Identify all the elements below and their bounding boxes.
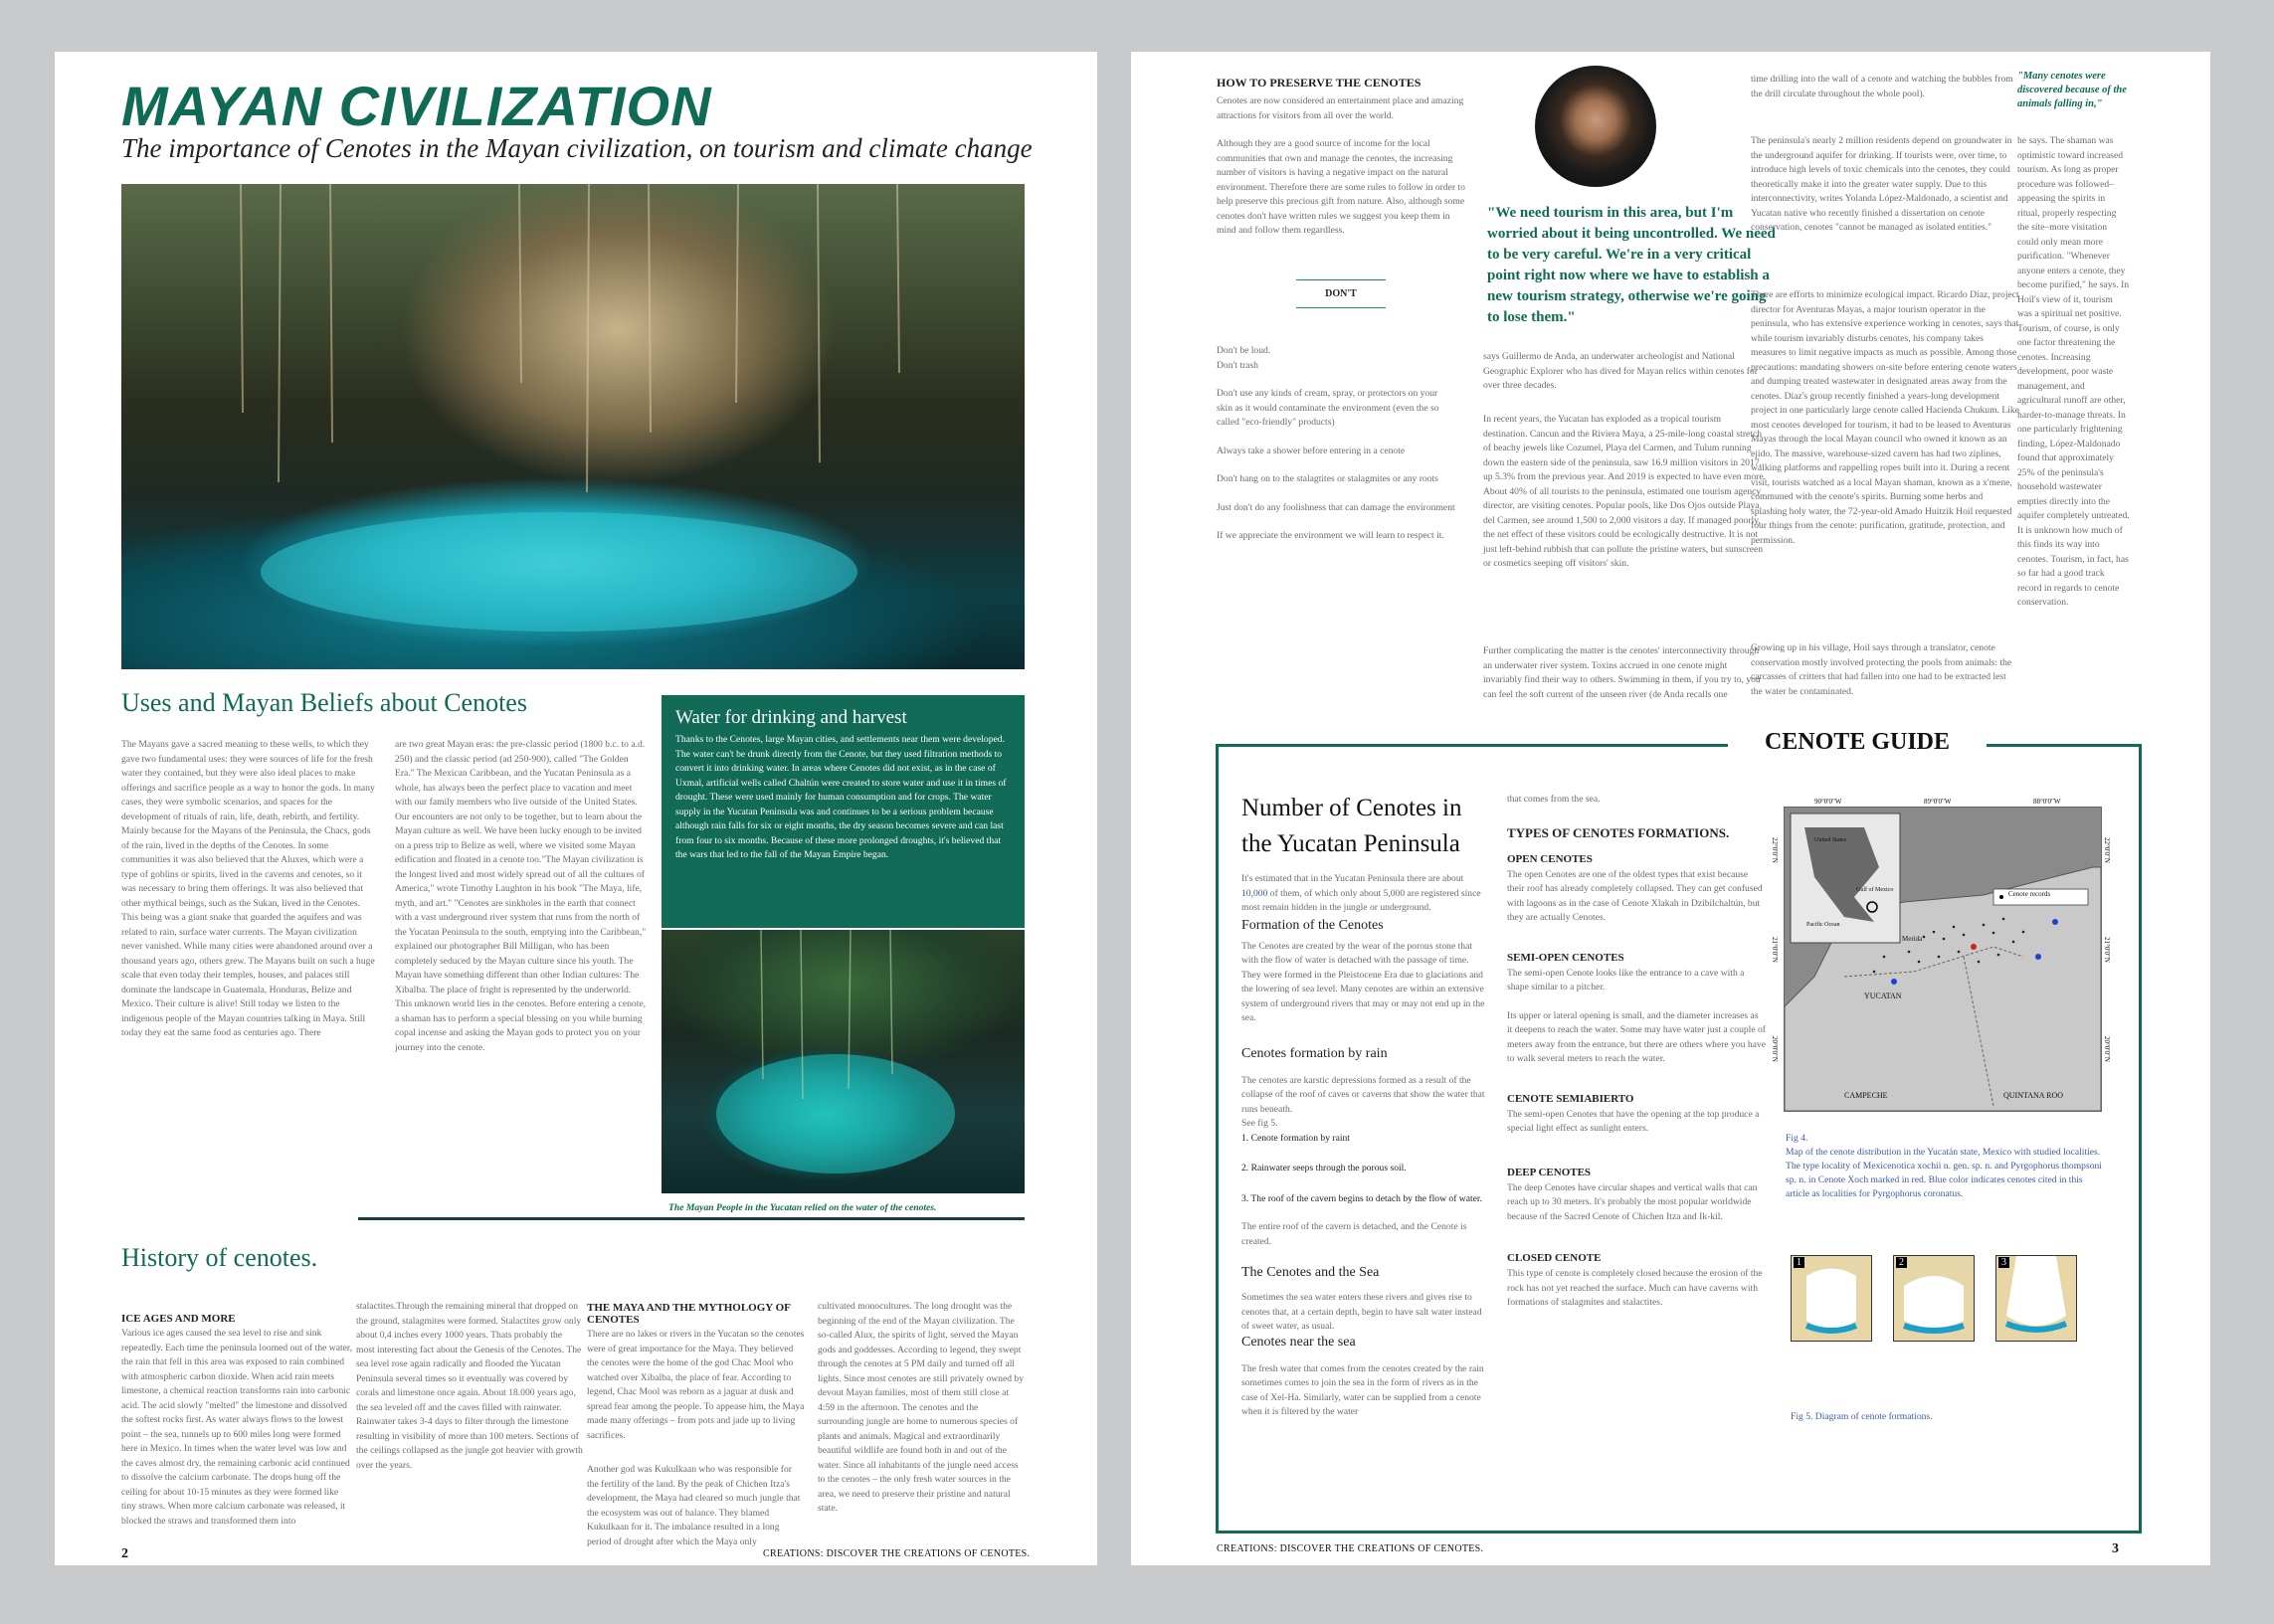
diagram-step-number: 3 <box>1998 1257 2009 1268</box>
dont-list <box>1217 344 1455 552</box>
number-heading: Number of Cenotes in the Yucatan Peninsula <box>1241 795 1462 857</box>
fig4-caption: Fig 4. Map of the cenote distribution in the Yucatán state, Mexico with studied localities. The type locality of Mexicenotica xochii n. gen. sp. n. and Pyrgophorus thompsoni sp. n. in Cenote Xoch marked in red. Blue color indicates cenotes cited in this article as localities for Pyrgophorus coronatus. <box>1786 1133 2102 1199</box>
semiopen-body-2: Its upper or lateral opening is small, and the diameter increases as it deepens to reach the water. Some may have water just a couple of meters away from the entrance, but there are others where you have to walk several meters to reach the water. <box>1507 1009 1767 1064</box>
preserve-heading: HOW TO PRESERVE THE CENOTES <box>1217 76 1421 90</box>
preserve-intro: Cenotes are now considered an entertainment place and amazing attractions for visitors from all over the world. <box>1217 95 1464 121</box>
map-inset-label: United States <box>1814 837 1847 843</box>
map-inset-label: Pacific Ocean <box>1806 922 1840 928</box>
tourism-paragraph: In recent years, the Yucatan has exploded as a tropical tourism destination. Cancun and the Riviera Maya, a 25-mile-long coastal stretch of beachy jewels like Cozumel, Playa del Carmen, and Tulum running down the eastern side of the peninsula, saw 16.9 million visitors in 2017, up 5.3% from the previous year. And 2019 is expected to have even more. About 40% of all tourists to the peninsula, estimated one tourism agency director, are visiting cenotes. Popular pools, like Dos Ojos outside Playa del Carmen, see around 1,500 to 2,000 visitors a day. If managed poorly, the net effect of these visitors could be ecologically destructive. It is not just left-behind rubbish that can pollute the pristine waters, but sunscreen or cosmetics seeping off visitors' skin. <box>1483 414 1767 569</box>
diagram-cave-icon <box>1894 1256 1974 1341</box>
dont-item: Always take a shower before entering in a cenote <box>1217 445 1406 456</box>
map-top-tick: 89°0'0"W <box>1924 798 1952 806</box>
diagram-step-number: 1 <box>1794 1257 1804 1268</box>
uses-column-2: are two great Mayan eras: the pre-classic period (1800 b.c. to a.d. 250) and the classic period (ad 250-900), called "The Golden Era." The Mexican Caribbean, and the Yucatan Peninsula as a whole, has always been the perfect place to vacation and meet with our family members who live outside of the United States. Our encounters are not only to be together, but to learn about the Mayan culture as well. We have been lucky enough to be invited on a press trip to Belize as well, where we visited some Mayan edification and floated in a cenote too."The Mayan civilization is the longest lived and most widely spread out of all the cultures of America," wrote Timothy Laughton in his book "The Maya, life, myth, and art." "Cenotes are sinkholes in the earth that connect with a vast underground river system that runs from the north of the Yucatan Peninsula to the south, emptying into the Caribbean," explained our photographer Bill Milligan, who has been completely seduced by the Mayan culture since his youth. The Mayan have something different than other Indian cultures: The Xibalba. The place of fright is represented by the underworld. This unknown world lies in the cenotes. Before entering a cenote, a shaman has to perform a special blessing on you while burning copal incense and asking the Mayan gods to protect you on your journey into the cenote. <box>395 739 647 1053</box>
near-sea-body: The fresh water that comes from the cenotes created by the rain sometimes comes to join the sea in the form of rivers as in the case of Xel-Ha. Similarly, water can be supplied from a cenote when it is filtered by the water <box>1241 1362 1484 1417</box>
pull-quote-animals: "Many cenotes were discovered because of the animals falling in," <box>2017 71 2127 109</box>
page-number-right: 3 <box>2112 1541 2119 1556</box>
ice-ages-body: Various ice ages caused the sea level to rise and sink repeatedly. Each time the peninsula loomed out of the water, the rain that fell in this area was exposed to rain combined with atmospheric carbon dioxide. When acid rain meets limestone, a chemical reaction transforms rain into carbonic acid. The acid slowly "melted" the limestone and dissolved the softest rocks first. As water always flows to the lowest point – the sea, tunnels up to 600 miles long were formed here in Mexico. In times when the water level was low and the caves almost dry, the remaining carbonic acid continued to dissolve the calcium carbonate. The drops hung off the ceiling for about 10-15 minutes as they were formed like tiny straws. When more calcium carbonate was released, it blocked the straws and transformed them into <box>121 1328 353 1527</box>
map-top-tick: 88°0'0"W <box>2033 798 2061 806</box>
cenote-formation-diagram <box>1791 1255 2089 1354</box>
dont-item: Don't hang on to the stalagtites or stalagmites or any roots <box>1217 473 1438 484</box>
well-illustration-icon <box>662 930 1025 1193</box>
map-label-merida: Merida <box>1902 935 1923 943</box>
map-left-tick: 22°0'0"N <box>1771 837 1779 863</box>
cenote-count-highlight: 10,000 <box>1241 887 1268 899</box>
map-right-tick: 20°0'0"N <box>2103 1036 2111 1062</box>
rain-heading: Cenotes formation by rain <box>1241 1045 1388 1061</box>
page-number-left: 2 <box>121 1546 128 1561</box>
yucatan-map-icon <box>1785 808 2101 1111</box>
water-heading: Water for drinking and harvest <box>675 707 907 728</box>
diagram-step-number: 2 <box>1896 1257 1907 1268</box>
semiabierto-heading: CENOTE SEMIABIERTO <box>1507 1092 1634 1105</box>
history-heading: History of cenotes. <box>121 1243 318 1272</box>
diagram-cave-icon <box>1792 1256 1871 1341</box>
types-top: that comes from the sea. <box>1507 794 1601 805</box>
number-body: It's estimated that in the Yucatan Peninsula there are about 10,000 of them, of which only about 5,000 are registered since most remain hidden in the jungle or underground. <box>1241 873 1481 913</box>
uses-heading: Uses and Mayan Beliefs about Cenotes <box>121 688 527 717</box>
diagram-step-2 <box>1893 1255 1975 1342</box>
open-body: The open Cenotes are one of the oldest types that exist because their roof has already completely collapsed. They can get confused with lagoons as in the case of Cenote Xlakah in Dzibilchaltún, but they are actually Cenotes. <box>1507 868 1763 923</box>
formation-heading: Formation of the Cenotes <box>1241 917 1384 933</box>
map-top-tick: 90°0'0"W <box>1814 798 1842 806</box>
near-sea-heading: Cenotes near the sea <box>1241 1334 1356 1350</box>
map-right-tick: 22°0'0"N <box>2103 837 2111 863</box>
diagram-step-3 <box>1995 1255 2077 1342</box>
map-right-tick: 21°0'0"N <box>2103 937 2111 963</box>
rain-steps <box>1241 1132 1490 1207</box>
diagram-cave-icon <box>1996 1256 2076 1341</box>
uses-column-1: The Mayans gave a sacred meaning to these wells, to which they gave two fundamental uses: they were sources of life for the fresh water they contained, but they were also ideal places to make offerings and sacrifice people as a way to honor the gods. In many cases, they were symbolic scenarios, and spaces for the development of rituals of rain, life, death, rebirth, and fertility. Mainly because for the Mayans of the Peninsula, the Chacs, gods of the rain, lived in the depths of the Cenotes. In some communities it was also believed that the Aluxes, which were a type of goblins or spirits, lived in the caverns and cenotes, so it was necessary to bring them offerings. It was also believed that other mythical beings, such as the Sukan, lived in the Cenotes. This being was a giant snake that guarded the aquifers and was related to rain, surface water currents. The Mayan civilization never vanished. While many cities were abandoned around over a thousand years ago, others grew. The Mayans built on such a huge scale that even today their temples, houses, and palaces still dominate the landscape in Guatemala, Honduras, Belize and Mexico. Their culture is alive! Still today we listen to the indigenous people of the Mayan countries talking in Maya. Still today they eat the same food as centuries ago. There <box>121 739 375 1038</box>
rain-body: The cenotes are karstic depressions formed as a result of the collapse of the roof of caves or caverns that show the water that runs beneath. See fig 5. <box>1241 1074 1485 1129</box>
cenote-distribution-map <box>1771 798 2111 1112</box>
map-left-tick: 21°0'0"N <box>1771 937 1779 963</box>
footer-left: CREATIONS: DISCOVER THE CREATIONS OF CENOTES. <box>763 1548 1031 1559</box>
rain-step: 3. The roof of the cavern begins to detach by the flow of water. <box>1241 1192 1482 1204</box>
left-page <box>55 52 1097 1565</box>
guillermo-photo-avatar <box>1535 66 1656 187</box>
col3-para-3: There are efforts to minimize ecological impact. Ricardo Díaz, project director for Aventuras Mayas, a major tourism operator in the peninsula, who has extensive experience working in cenotes, says that while tourism invariably disturbs cenotes, his company takes measures to limit negative impacts as much as possible. Among those precautions: mandating showers on-site before entering cenote waters and dumping treated wastewater in designated areas away from the cenotes. Díaz's group recently finished a years-long development project in one particularly large cenote called Hacienda Chukum. Like most cenotes developed for tourism, it had to be leased to Aventuras Mayas through the local Mayan council who owned it known as an ejido. The massive, warehouse-sized cavern has had two ziplines, walking platforms and rappelling ropes built into it. During a recent visit, tourists watched as a local Mayan shaman, known as a x'mene, communed with the cenote's spirits. Burning some herbs and splashing holy water, the 72-year-old Amado Huitzik Hoil requested four things from the cenote: purification, gratitude, protection, and permission. <box>1751 289 2019 546</box>
myth-heading: THE MAYA AND THE MYTHOLOGY OF CENOTES <box>587 1302 791 1326</box>
col3-para-1: time drilling into the wall of a cenote and watching the bubbles from the drill circulate throughout the whole pool). <box>1751 74 2013 99</box>
map-legend: Cenote records <box>2008 890 2051 898</box>
map-left-tick: 20°0'0"N <box>1771 1036 1779 1062</box>
myth-body: There are no lakes or rivers in the Yucatan so the cenotes were of great importance for the Maya. They believed the cenotes were the home of the god Chac Mool who watched over Xibalba, the place of fear. According to legend, Chac Mool was reborn as a jaguar at dusk and spread fear among the people. To appease him, the Maya made many offerings – from pots and jade up to living sacrifices. <box>587 1329 805 1441</box>
col4-body: he says. The shaman was optimistic toward increased tourism. As long as proper procedure was followed–appeasing the spirits in ritual, properly respecting the site–more visitation could only mean more purification. "Whenever anyone enters a cenote, they become purified," he says. In Hoil's view of it, tourism was a spiritual net positive. Tourism, of course, is only one factor threatening the cenotes. Increasing development, poor waste management, and agricultural runoff are other, harder-to-manage threats. In one particularly frightening finding, López-Maldonado found that approximately 25% of the peninsula's household wastewater empties directly into the aquifer completely untreated. It is unknown how much of this finds its way into cenotes. Tourism, in fact, has so far had a good track record in regards to cenote conservation. <box>2017 135 2130 608</box>
dont-label: DON'T <box>1296 279 1386 308</box>
interconnect-paragraph: Further complicating the matter is the cenotes' interconnectivity through an underwater river system. Toxins accrued in one cenote might invariably find their way to others. Swimming in them, if you try to, you can feel the soft current of the unseen river (de Anda recalls one <box>1483 645 1761 700</box>
open-heading: OPEN CENOTES <box>1507 852 1593 865</box>
cenote-well-photo <box>662 930 1025 1193</box>
types-heading: TYPES OF CENOTES FORMATIONS. <box>1507 824 1730 840</box>
water-body: Thanks to the Cenotes, large Mayan cities, and settlements near them were developed. The water can't be drunk directly from the Cenote, but they used filtration methods to convert it into drinking water. In areas where Cenotes did not exist, as in the case of Uxmal, artificial wells called Chaltún were created to store water and use it in times of drought. These were used mainly for human consumption and for crops. The water supply in the Yucatan Peninsula was and continues to be a serious problem because although rain falls for six or eight months, the dry season becomes severe and can last from four to six months. Because of these more prolonged droughts, it's believed that the wars that led to the fall of the Mayan Empire began. <box>675 734 1007 860</box>
myth-body-2: Another god was Kukulkaan who was responsible for the fertility of the land. By the peak of Chichen Itza's development, the Maya had cleared so much jungle that the ecosystem was out of balance. They blamed Kukulkaan for it. The imbalance resulted in a long period of drought after which the Maya only <box>587 1464 801 1547</box>
sea-heading: The Cenotes and the Sea <box>1241 1265 1380 1280</box>
dont-item: Don't use any kinds of cream, spray, or protectors on your skin as it would contaminate the environment (even the so called "eco-friendly" products) <box>1217 388 1439 428</box>
preserve-column <box>1217 76 1470 239</box>
history-column-4: cultivated monocultures. The long drought was the beginning of the end of the Mayan civilization. The so-called Alux, the spirits of light, served the Mayan gods and goddesses. According to legend, they swept through the cenotes at 5 PM daily and turned off all lights. Since most cenotes are still privately owned by devout Mayan families, most of them still close at 4:59 in the afternoon. The cenotes and the surrounding jungle are home to numerous species of plants and animals. Magical and extraordinarily beautiful wildlife are found both in and out of the water. Since all inhabitants of the jungle need access to the cenotes – the only fresh water sources in the area, we need to preserve their pristine and natural state. <box>818 1301 1025 1514</box>
dont-item: Don't be loud. Don't trash <box>1217 345 1271 371</box>
rain-step: 1. Cenote formation by raint <box>1241 1132 1350 1144</box>
cave-illustration-icon <box>121 184 1025 669</box>
guide-column-1 <box>1241 791 1490 1420</box>
page-subtitle: The importance of Cenotes in the Mayan civilization, on tourism and climate change <box>121 133 1033 163</box>
semiabierto-body: The semi-open Cenotes that have the opening at the top produce a special light effect as sunlight enters. <box>1507 1108 1760 1134</box>
dont-item: Just don't do any foolishness that can damage the environment <box>1217 501 1455 513</box>
photo-caption: The Mayan People in the Yucatan relied on the water of the cenotes. <box>668 1202 937 1213</box>
semiopen-heading: SEMI-OPEN CENOTES <box>1507 951 1624 964</box>
myth-column <box>587 1302 806 1549</box>
history-rule <box>358 1217 1025 1220</box>
map-label-quintana-roo: QUINTANA ROO <box>2003 1091 2064 1100</box>
col3-para-4: Growing up in his village, Hoil says through a translator, cenote conservation mostly involved protecting the pools from animals: the carcasses of critters that had fallen into one had to be extracted lest the water be contaminated. <box>1751 642 2012 697</box>
deep-heading: DEEP CENOTES <box>1507 1166 1592 1178</box>
diagram-step-1 <box>1791 1255 1872 1342</box>
dont-item: If we appreciate the environment we will learn to respect it. <box>1217 530 1444 541</box>
footer-right: CREATIONS: DISCOVER THE CREATIONS OF CENOTES. <box>1217 1543 1484 1554</box>
deep-body: The deep Cenotes have circular shapes and vertical walls that can reach up to 30 meters. It's probably the most popular worldwide because of the Sacred Cenote of Chichen Itza and Ik-kil. <box>1507 1181 1758 1222</box>
pull-quote-guillermo: "We need tourism in this area, but I'm worried about it being uncontrolled. We need to be very careful. We're in a very critical point right now where we have to establish a new tourism strategy, otherwise we're going to lose them." <box>1487 205 1776 325</box>
closed-body: This type of cenote is completely closed because the erosion of the rock has not yet reached the surface. Much can have caverns with formations of stalagmites and stalactites. <box>1507 1268 1763 1308</box>
cenote-cave-photo <box>121 184 1025 669</box>
closed-heading: CLOSED CENOTE <box>1507 1252 1602 1264</box>
history-column-2: stalactites.Through the remaining mineral that dropped on the ground, stalagmites were formed. Stalactites grow only about 0,4 inches every 1000 years. Thats probably the most interesting fact about the Genesis of the Cenotes. The sea level rose again radically and flooded the Yucatan Peninsula several times so it eventually was covered by corals and limestone once again. About 18.000 years ago, the sea leveled off and the caves filled with rainwater. Rainwater takes 3-4 days to filter through the limestone resulting in visibility of more than 100 meters. Sections of the ceilings collapsed as the jungle got heavier with growth over the years. <box>356 1301 583 1471</box>
guide-column-2 <box>1507 793 1766 1311</box>
water-feature-box <box>662 695 1025 928</box>
preserve-body: Although they are a good source of income for the local communities that own and manage the cenotes, the increasing number of visitors is having a negative impact on the natural environment. Therefore there are some rules to follow in order to help preserve this precious gift from nature. Also, although some cenotes don't have written rules we suggest you keep them in mind and follow them regardless. <box>1217 138 1465 236</box>
map-inset-label: Gulf of Mexico <box>1856 887 1894 893</box>
cenote-guide-title: CENOTE GUIDE <box>1728 729 1987 756</box>
formation-body: The Cenotes are created by the wear of the porous stone that with the flow of water is detached with the passage of time. They were formed in the Pleistocene Era due to glaciations and the lowering of sea level. Many cenotes are within an extensive system of underground rivers that may or may not end up in the sea. <box>1241 940 1485 1023</box>
rain-step: 2. Rainwater seeps through the porous soil. <box>1241 1163 1407 1173</box>
ice-ages-column <box>121 1313 355 1529</box>
page-title: MAYAN CIVILIZATION <box>121 75 712 137</box>
ice-ages-heading: ICE AGES AND MORE <box>121 1313 236 1325</box>
col3-para-2: The peninsula's nearly 2 million residents depend on groundwater in the underground aquifer for drinking. If tourists were, over time, to introduce high levels of toxic chemicals into the cenotes, they could theoretically make it into the greater water supply. Due to this interconnectivity, writes Yolanda López-Maldonado, a scientist and Yucatan native who recently finished a dissertation on cenote conservation, cenotes "cannot be managed as isolated entities." <box>1751 135 2012 233</box>
map-label-yucatan: YUCATAN <box>1864 992 1902 1000</box>
sea-body: Sometimes the sea water enters these rivers and gives rise to cenotes that, at a certain depth, begin to have salt water instead of sweet water, as usual. <box>1241 1292 1482 1332</box>
semiopen-body: The semi-open Cenote looks like the entrance to a cave with a shape similar to a pitcher. <box>1507 967 1745 992</box>
quote-attribution: says Guillermo de Anda, an underwater archeologist and National Geographic Explorer who has dived for Mayan relics within cenotes for over three decades. <box>1483 351 1758 391</box>
rain-end: The entire roof of the cavern is detached, and the Cenote is created. <box>1241 1221 1467 1247</box>
fig5-caption: Fig 5. Diagram of cenote formations. <box>1791 1411 1933 1422</box>
map-label-campeche: CAMPECHE <box>1844 1091 1888 1100</box>
